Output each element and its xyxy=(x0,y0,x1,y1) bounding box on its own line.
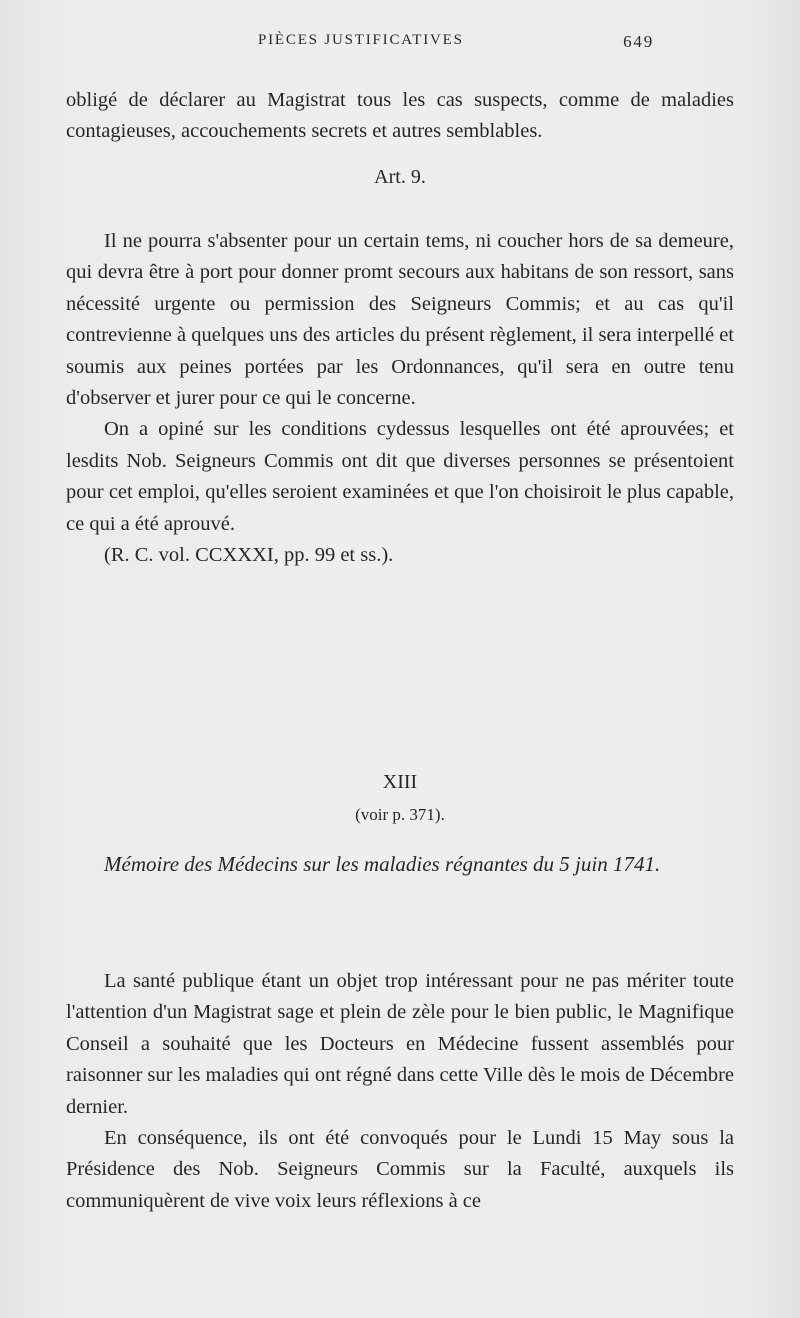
continued-paragraph-block xyxy=(66,85,734,148)
document-body xyxy=(66,966,734,1217)
running-head xyxy=(258,32,658,56)
document-title xyxy=(66,849,734,880)
article-heading: Art. 9. xyxy=(374,166,426,188)
paragraph: Il ne pourra s'absenter pour un certain tems, ni coucher hors de sa demeure, qui devra être à port pour donner promt secours aux habitans de son ressort, sans nécessité urgente ou permission des Seigneurs Commis; et au cas qu'il contrevienne à quelques uns des articles du présent règlement, il sera interpellé et soumis aux peines portées par les Ordonnances, qu'il sera en outre tenu d'observer et jurer pour ce qui le concerne. xyxy=(66,230,734,410)
document-title-text: Mémoire des Médecins sur les maladies régnantes du 5 juin 1741. xyxy=(104,852,661,876)
running-title: PIÈCES JUSTIFICATIVES xyxy=(258,32,464,48)
document-number: XIII xyxy=(382,771,418,793)
source-citation: (R. C. vol. CCXXXI, pp. 99 et ss.). xyxy=(104,544,394,567)
article-body xyxy=(66,226,734,571)
document-reference: (voir p. 371). xyxy=(355,805,445,824)
paragraph: On a opiné sur les conditions cydessus lesquelles ont été aprouvées; et lesdits Nob. Seigneurs Commis ont dit que diverses personnes se présentoient pour cet emploi, qu'elles seroient examinées et que l'on choisiroit le plus capable, ce qui a été aprouvé. xyxy=(66,418,734,535)
paragraph: En conséquence, ils ont été convoqués pour le Lundi 15 May sous la Présidence des Nob. Seigneurs Commis sur la Faculté, auxquels ils communiquèrent de vive voix leurs réflexions à ce xyxy=(66,1127,734,1212)
paragraph: La santé publique étant un objet trop intéressant pour ne pas mériter toute l'attention d'un Magistrat sage et plein de zèle pour le bien public, le Magnifique Conseil a souhaité que les Docteurs en Médecine fussent assemblés pour raisonner sur les maladies qui ont régné dans cette Ville dès le mois de Décembre dernier. xyxy=(66,970,734,1118)
page-number: 649 xyxy=(623,32,654,51)
paragraph: obligé de déclarer au Magistrat tous les cas suspects, comme de maladies contagieuses, accouchements secrets et autres semblables. xyxy=(66,89,734,143)
